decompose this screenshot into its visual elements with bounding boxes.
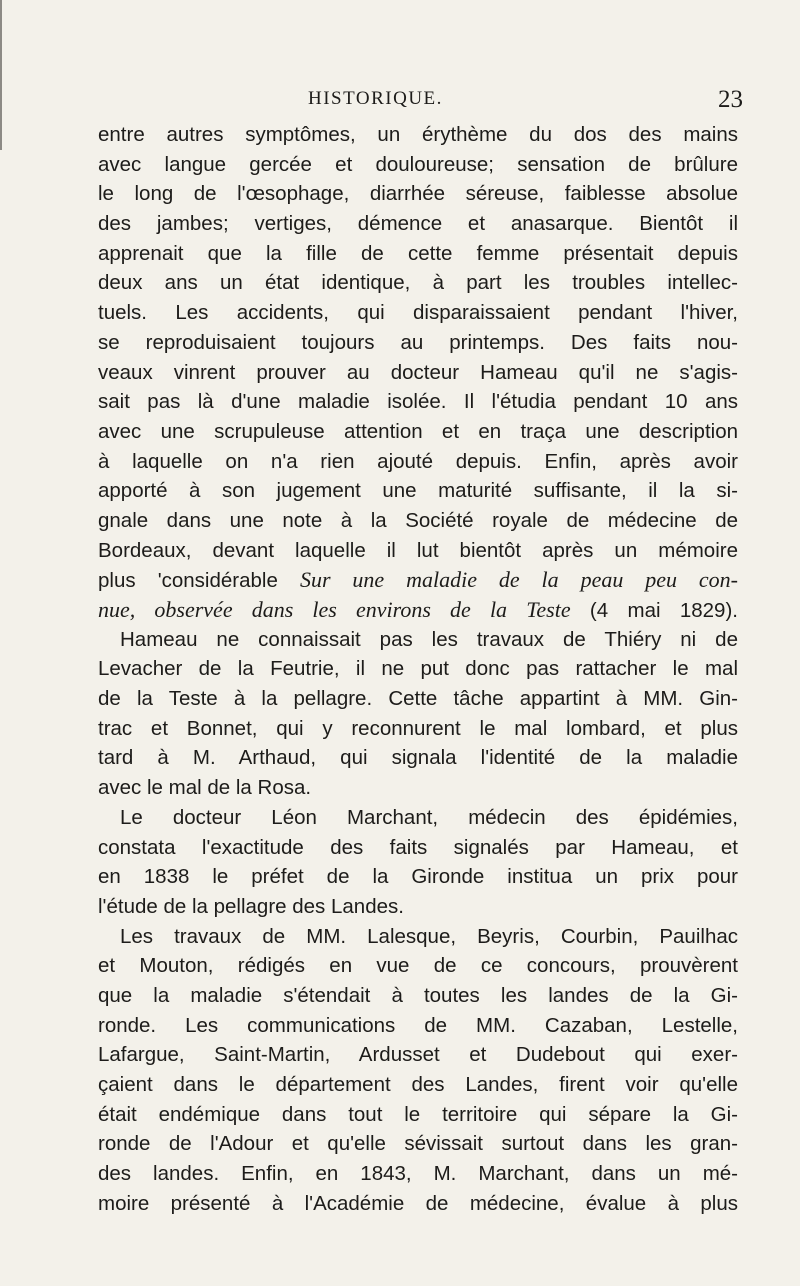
body-text	[98, 120, 738, 1218]
text-line: Les travaux de MM. Lalesque, Beyris, Courbin, Pauilhac	[120, 924, 738, 948]
text-line: le long de l'œsophage, diarrhée séreuse, faiblesse absolue	[98, 182, 738, 206]
text-line: des landes. Enfin, en 1843, M. Marchant, dans un mé-	[98, 1162, 738, 1186]
text-line: veaux vinrent prouver au docteur Hameau qu'il ne s'agis-	[98, 360, 738, 384]
text-line: trac et Bonnet, qui y reconnurent le mal lombard, et plus	[98, 716, 738, 740]
text-line: deux ans un état identique, à part les troubles intellec-	[98, 271, 738, 295]
text-line: entre autres symptômes, un érythème du dos des mains	[98, 123, 738, 146]
text-line: sait pas là d'une maladie isolée. Il l'étudia pendant 10 ans	[98, 390, 738, 414]
text-line: et Mouton, rédigés en vue de ce concours, prouvèrent	[98, 954, 738, 978]
text-line: l'étude de la pellagre des Landes.	[98, 894, 404, 918]
page-edge-line	[0, 0, 6, 150]
text-line: Le docteur Léon Marchant, médecin des épidémies,	[120, 805, 738, 829]
text-line: apprenait que la fille de cette femme présentait depuis	[98, 241, 738, 265]
text-line: Lafargue, Saint-Martin, Ardusset et Dudebout qui exer-	[98, 1043, 738, 1067]
text-line: à laquelle on n'a rien ajouté depuis. Enfin, après avoir	[98, 449, 738, 473]
text-line: des jambes; vertiges, démence et anasarque. Bientôt il	[98, 212, 738, 236]
text-line: apporté à son jugement une maturité suffisante, il la si-	[98, 479, 738, 503]
text-line: tard à M. Arthaud, qui signala l'identité de la maladie	[98, 746, 738, 770]
text-line: se reproduisaient toujours au printemps. Des faits nou-	[98, 330, 738, 354]
running-head: HISTORIQUE.	[308, 88, 443, 109]
text-line: de la Teste à la pellagre. Cette tâche appartint à MM. Gin-	[98, 687, 738, 711]
text-line: avec langue gercée et douloureuse; sensation de brûlure	[98, 152, 738, 176]
text-line: avec le mal de la Rosa.	[98, 776, 312, 800]
text-line: moire présenté à l'Académie de médecine, évalue à plus	[98, 1191, 738, 1215]
text-line: que la maladie s'étendait à toutes les landes de la Gi-	[98, 983, 738, 1007]
text-line: était endémique dans tout le territoire qui sépare la Gi-	[98, 1102, 738, 1126]
italic-title: Sur une maladie de la peau peu con-	[299, 567, 739, 593]
text-line: Bordeaux, devant laquelle il lut bientôt après un mémoire	[98, 538, 738, 562]
text-line: gnale dans une note à la Société royale de médecine de	[98, 508, 738, 532]
text-line: nue, observée dans les environs de la Teste (4 mai 1829).	[98, 597, 738, 622]
text-line: en 1838 le préfet de la Gironde institua un prix pour	[98, 865, 738, 889]
page-header	[0, 86, 800, 116]
page-number: 23	[718, 86, 743, 113]
text-line: çaient dans le département des Landes, firent voir qu'elle	[98, 1073, 738, 1096]
text-line: ronde de l'Adour et qu'elle sévissait surtout dans les gran-	[98, 1132, 738, 1156]
text-line: plus 'considérable Sur une maladie de la peau peu con-	[98, 567, 739, 593]
text-line: Levacher de la Feutrie, il ne put donc pas rattacher le mal	[98, 657, 738, 681]
text-line: constata l'exactitude des faits signalés par Hameau, et	[98, 835, 738, 859]
text-line: ronde. Les communications de MM. Cazaban, Lestelle,	[98, 1013, 738, 1037]
text-line: avec une scrupuleuse attention et en traça une description	[98, 419, 738, 443]
italic-title: nue, observée dans les environs de la Teste	[98, 597, 571, 622]
text-line: Hameau ne connaissait pas les travaux de Thiéry ni de	[120, 627, 738, 651]
text-line: tuels. Les accidents, qui disparaissaient pendant l'hiver,	[98, 301, 738, 325]
